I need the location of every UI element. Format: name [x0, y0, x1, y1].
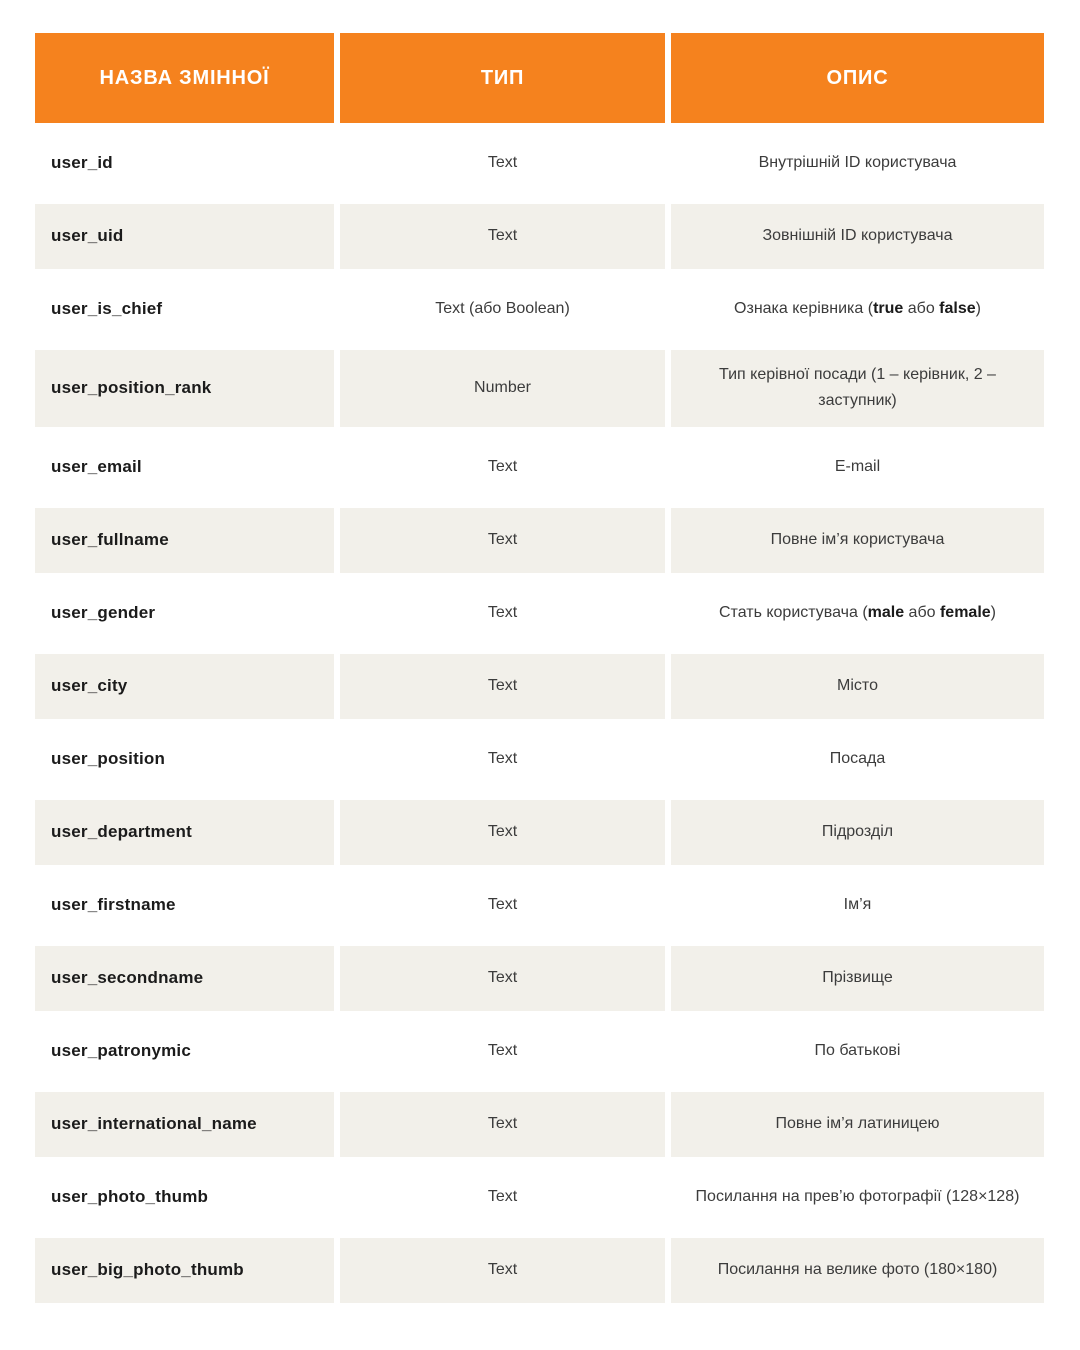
table-row — [35, 873, 1044, 938]
table-row — [35, 800, 1044, 865]
table-header — [35, 33, 1044, 123]
table-row — [35, 131, 1044, 196]
table-row — [35, 277, 1044, 342]
description-cell: Підрозділ — [671, 800, 1044, 865]
column-header-description: ОПИС — [671, 33, 1044, 123]
type-cell: Text — [340, 1019, 665, 1084]
variable-name-cell: user_big_photo_thumb — [35, 1238, 334, 1303]
type-cell: Text — [340, 1238, 665, 1303]
table-row — [35, 727, 1044, 792]
description-cell: По батькові — [671, 1019, 1044, 1084]
variable-name-cell: user_uid — [35, 204, 334, 269]
description-bold-term: true — [873, 300, 904, 318]
variable-name-cell: user_is_chief — [35, 277, 334, 342]
description-cell: Посада — [671, 727, 1044, 792]
table-row — [35, 581, 1044, 646]
type-cell: Text — [340, 1092, 665, 1157]
description-cell: Зовнішній ID користувача — [671, 204, 1044, 269]
description-cell: Посилання на велике фото (180×180) — [671, 1238, 1044, 1303]
type-cell: Text — [340, 727, 665, 792]
type-cell: Text — [340, 800, 665, 865]
column-header-type: ТИП — [340, 33, 665, 123]
description-cell: Посилання на прев’ю фотографії (128×128) — [671, 1165, 1044, 1230]
type-cell: Text (або Boolean) — [340, 277, 665, 342]
type-cell: Text — [340, 508, 665, 573]
variable-name-cell: user_secondname — [35, 946, 334, 1011]
type-cell: Text — [340, 204, 665, 269]
variable-name-cell: user_patronymic — [35, 1019, 334, 1084]
variable-name-cell: user_photo_thumb — [35, 1165, 334, 1230]
table-row — [35, 1165, 1044, 1230]
variable-name-cell: user_id — [35, 131, 334, 196]
table-row — [35, 1238, 1044, 1303]
table-row — [35, 204, 1044, 269]
table-row — [35, 350, 1044, 427]
description-cell: Ознака керівника (true або false) — [671, 277, 1044, 342]
variable-name-cell: user_gender — [35, 581, 334, 646]
column-header-variable-name: НАЗВА ЗМІННОЇ — [35, 33, 334, 123]
description-cell: Повне ім’я латиницею — [671, 1092, 1044, 1157]
description-cell: Ім’я — [671, 873, 1044, 938]
table-row — [35, 508, 1044, 573]
variable-name-cell: user_email — [35, 435, 334, 500]
type-cell: Text — [340, 946, 665, 1011]
table-row — [35, 1092, 1044, 1157]
description-cell: Повне ім’я користувача — [671, 508, 1044, 573]
description-cell: Тип керівної посади (1 – керівник, 2 – заступник) — [671, 350, 1044, 427]
variable-name-cell: user_city — [35, 654, 334, 719]
table-row — [35, 946, 1044, 1011]
table-row — [35, 435, 1044, 500]
variable-name-cell: user_department — [35, 800, 334, 865]
table-body — [35, 131, 1044, 1303]
description-bold-term: false — [939, 300, 976, 318]
table-row — [35, 1019, 1044, 1084]
table-row — [35, 654, 1044, 719]
type-cell: Text — [340, 131, 665, 196]
type-cell: Text — [340, 435, 665, 500]
description-cell: Внутрішній ID користувача — [671, 131, 1044, 196]
type-cell: Number — [340, 350, 665, 427]
variable-name-cell: user_fullname — [35, 508, 334, 573]
variable-name-cell: user_international_name — [35, 1092, 334, 1157]
type-cell: Text — [340, 1165, 665, 1230]
variable-name-cell: user_firstname — [35, 873, 334, 938]
description-cell: Прізвище — [671, 946, 1044, 1011]
variable-name-cell: user_position_rank — [35, 350, 334, 427]
type-cell: Text — [340, 581, 665, 646]
description-cell: Стать користувача (male або female) — [671, 581, 1044, 646]
description-bold-term: male — [867, 604, 905, 622]
variables-table — [29, 25, 1050, 1311]
variable-name-cell: user_position — [35, 727, 334, 792]
type-cell: Text — [340, 873, 665, 938]
type-cell: Text — [340, 654, 665, 719]
description-cell: Місто — [671, 654, 1044, 719]
description-cell: E-mail — [671, 435, 1044, 500]
description-bold-term: female — [939, 604, 991, 622]
header-row — [35, 33, 1044, 123]
